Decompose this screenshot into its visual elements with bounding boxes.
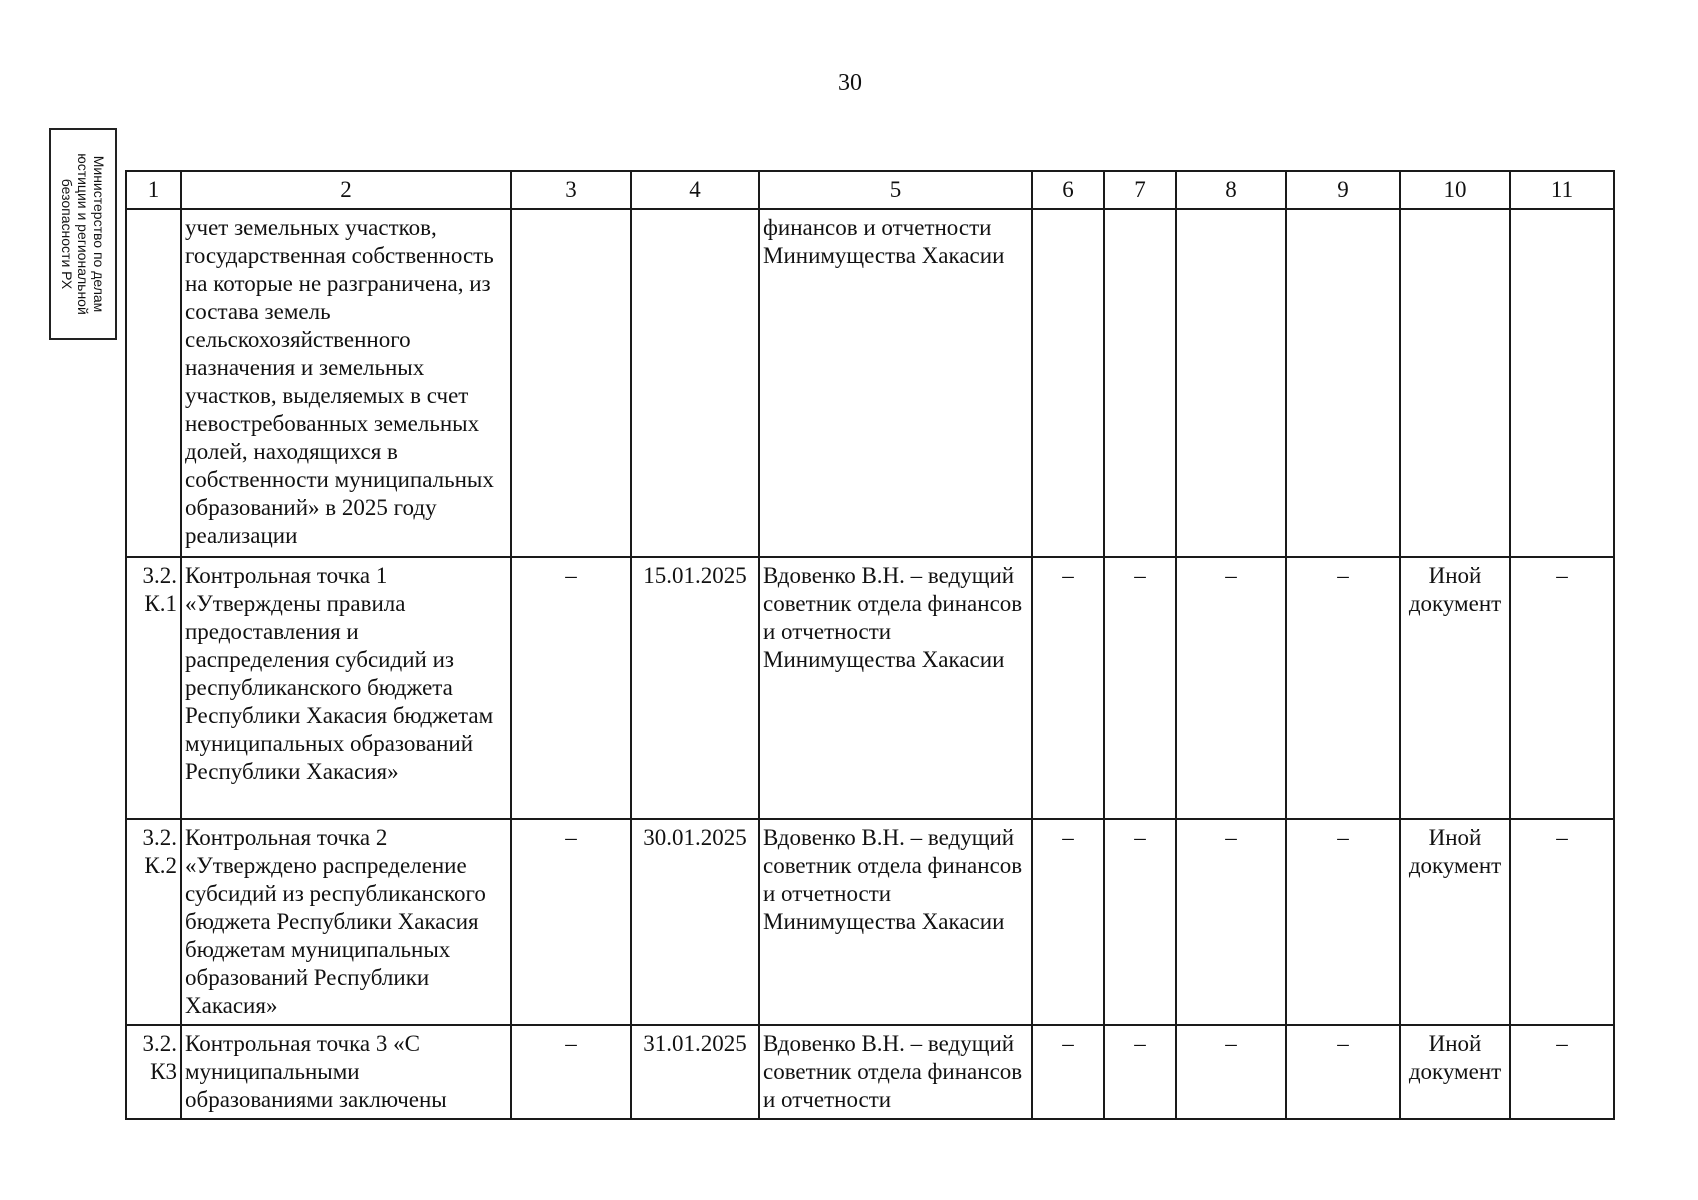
cell-col7: – [1104,557,1176,819]
cell-date: 31.01.2025 [631,1025,759,1119]
cell-col7: – [1104,1025,1176,1119]
header-cell: 8 [1176,171,1286,209]
cell-col11: – [1510,557,1614,819]
stamp-line-1: Министерство по делам [91,155,107,313]
stamp-line-2: юстиции и региональной [75,153,91,315]
header-cell: 3 [511,171,631,209]
cell-document-type: Иной документ [1400,1025,1510,1119]
header-cell: 1 [126,171,181,209]
cell-col8: – [1176,819,1286,1025]
header-cell: 4 [631,171,759,209]
cell-responsible: Вдовенко В.Н. – ведущий советник отдела финансов и отчетности Минимущества Хакасии [759,557,1032,819]
cell-col9 [1286,209,1400,557]
stamp-text [59,132,107,337]
cell-responsible: Вдовенко В.Н. – ведущий советник отдела финансов и отчетности [759,1025,1032,1119]
header-cell: 5 [759,171,1032,209]
cell-col3: – [511,557,631,819]
header-cell: 2 [181,171,511,209]
row-description: Контрольная точка 2 «Утверждено распределение субсидий из республиканского бюджета Республики Хакасия бюджетам муниципальных образований Республики Хакасия» [181,819,511,1025]
cell-col11: – [1510,1025,1614,1119]
registration-stamp [49,128,117,340]
header-cell: 7 [1104,171,1176,209]
cell-responsible: финансов и отчетности Минимущества Хакасии [759,209,1032,557]
cell-col6: – [1032,557,1104,819]
cell-col11: – [1510,819,1614,1025]
header-cell: 9 [1286,171,1400,209]
table-header-row [126,171,1614,209]
row-number: 3.2. К.2 [126,819,181,1025]
cell-col6: – [1032,1025,1104,1119]
cell-col8 [1176,209,1286,557]
table-row [126,819,1614,1025]
cell-date: 15.01.2025 [631,557,759,819]
row-number: 3.2. К3 [126,1025,181,1119]
cell-document-type: Иной документ [1400,557,1510,819]
cell-col3: – [511,819,631,1025]
table-row [126,557,1614,819]
cell-col7 [1104,209,1176,557]
cell-col3 [511,209,631,557]
cell-col9: – [1286,557,1400,819]
stamp-line-3: безопасности РХ [59,178,75,290]
header-cell: 11 [1510,171,1614,209]
page-number: 30 [838,70,862,96]
cell-document-type [1400,209,1510,557]
cell-col11 [1510,209,1614,557]
cell-col3: – [511,1025,631,1119]
row-number [126,209,181,557]
header-cell: 10 [1400,171,1510,209]
row-number: 3.2. К.1 [126,557,181,819]
cell-responsible: Вдовенко В.Н. – ведущий советник отдела финансов и отчетности Минимущества Хакасии [759,819,1032,1025]
cell-col8: – [1176,1025,1286,1119]
row-description: учет земельных участков, государственная собственность на которые не разграничена, из состава земель сельскохозяйственного назначения и земельных участков, выделяемых в счет невостребованных земельных долей, находящихся в собственности муниципальных образований» в 2025 году реализации [181,209,511,557]
cell-col7: – [1104,819,1176,1025]
cell-col6: – [1032,819,1104,1025]
cell-date [631,209,759,557]
row-description: Контрольная точка 3 «С муниципальными образованиями заключены [181,1025,511,1119]
cell-document-type: Иной документ [1400,819,1510,1025]
cell-col8: – [1176,557,1286,819]
plan-table [125,170,1615,1120]
cell-col6 [1032,209,1104,557]
table-row [126,209,1614,557]
cell-date: 30.01.2025 [631,819,759,1025]
row-description: Контрольная точка 1 «Утверждены правила предоставления и распределения субсидий из республиканского бюджета Республики Хакасия бюджетам муниципальных образований Республики Хакасия» [181,557,511,819]
table-row [126,1025,1614,1119]
header-cell: 6 [1032,171,1104,209]
cell-col9: – [1286,1025,1400,1119]
cell-col9: – [1286,819,1400,1025]
